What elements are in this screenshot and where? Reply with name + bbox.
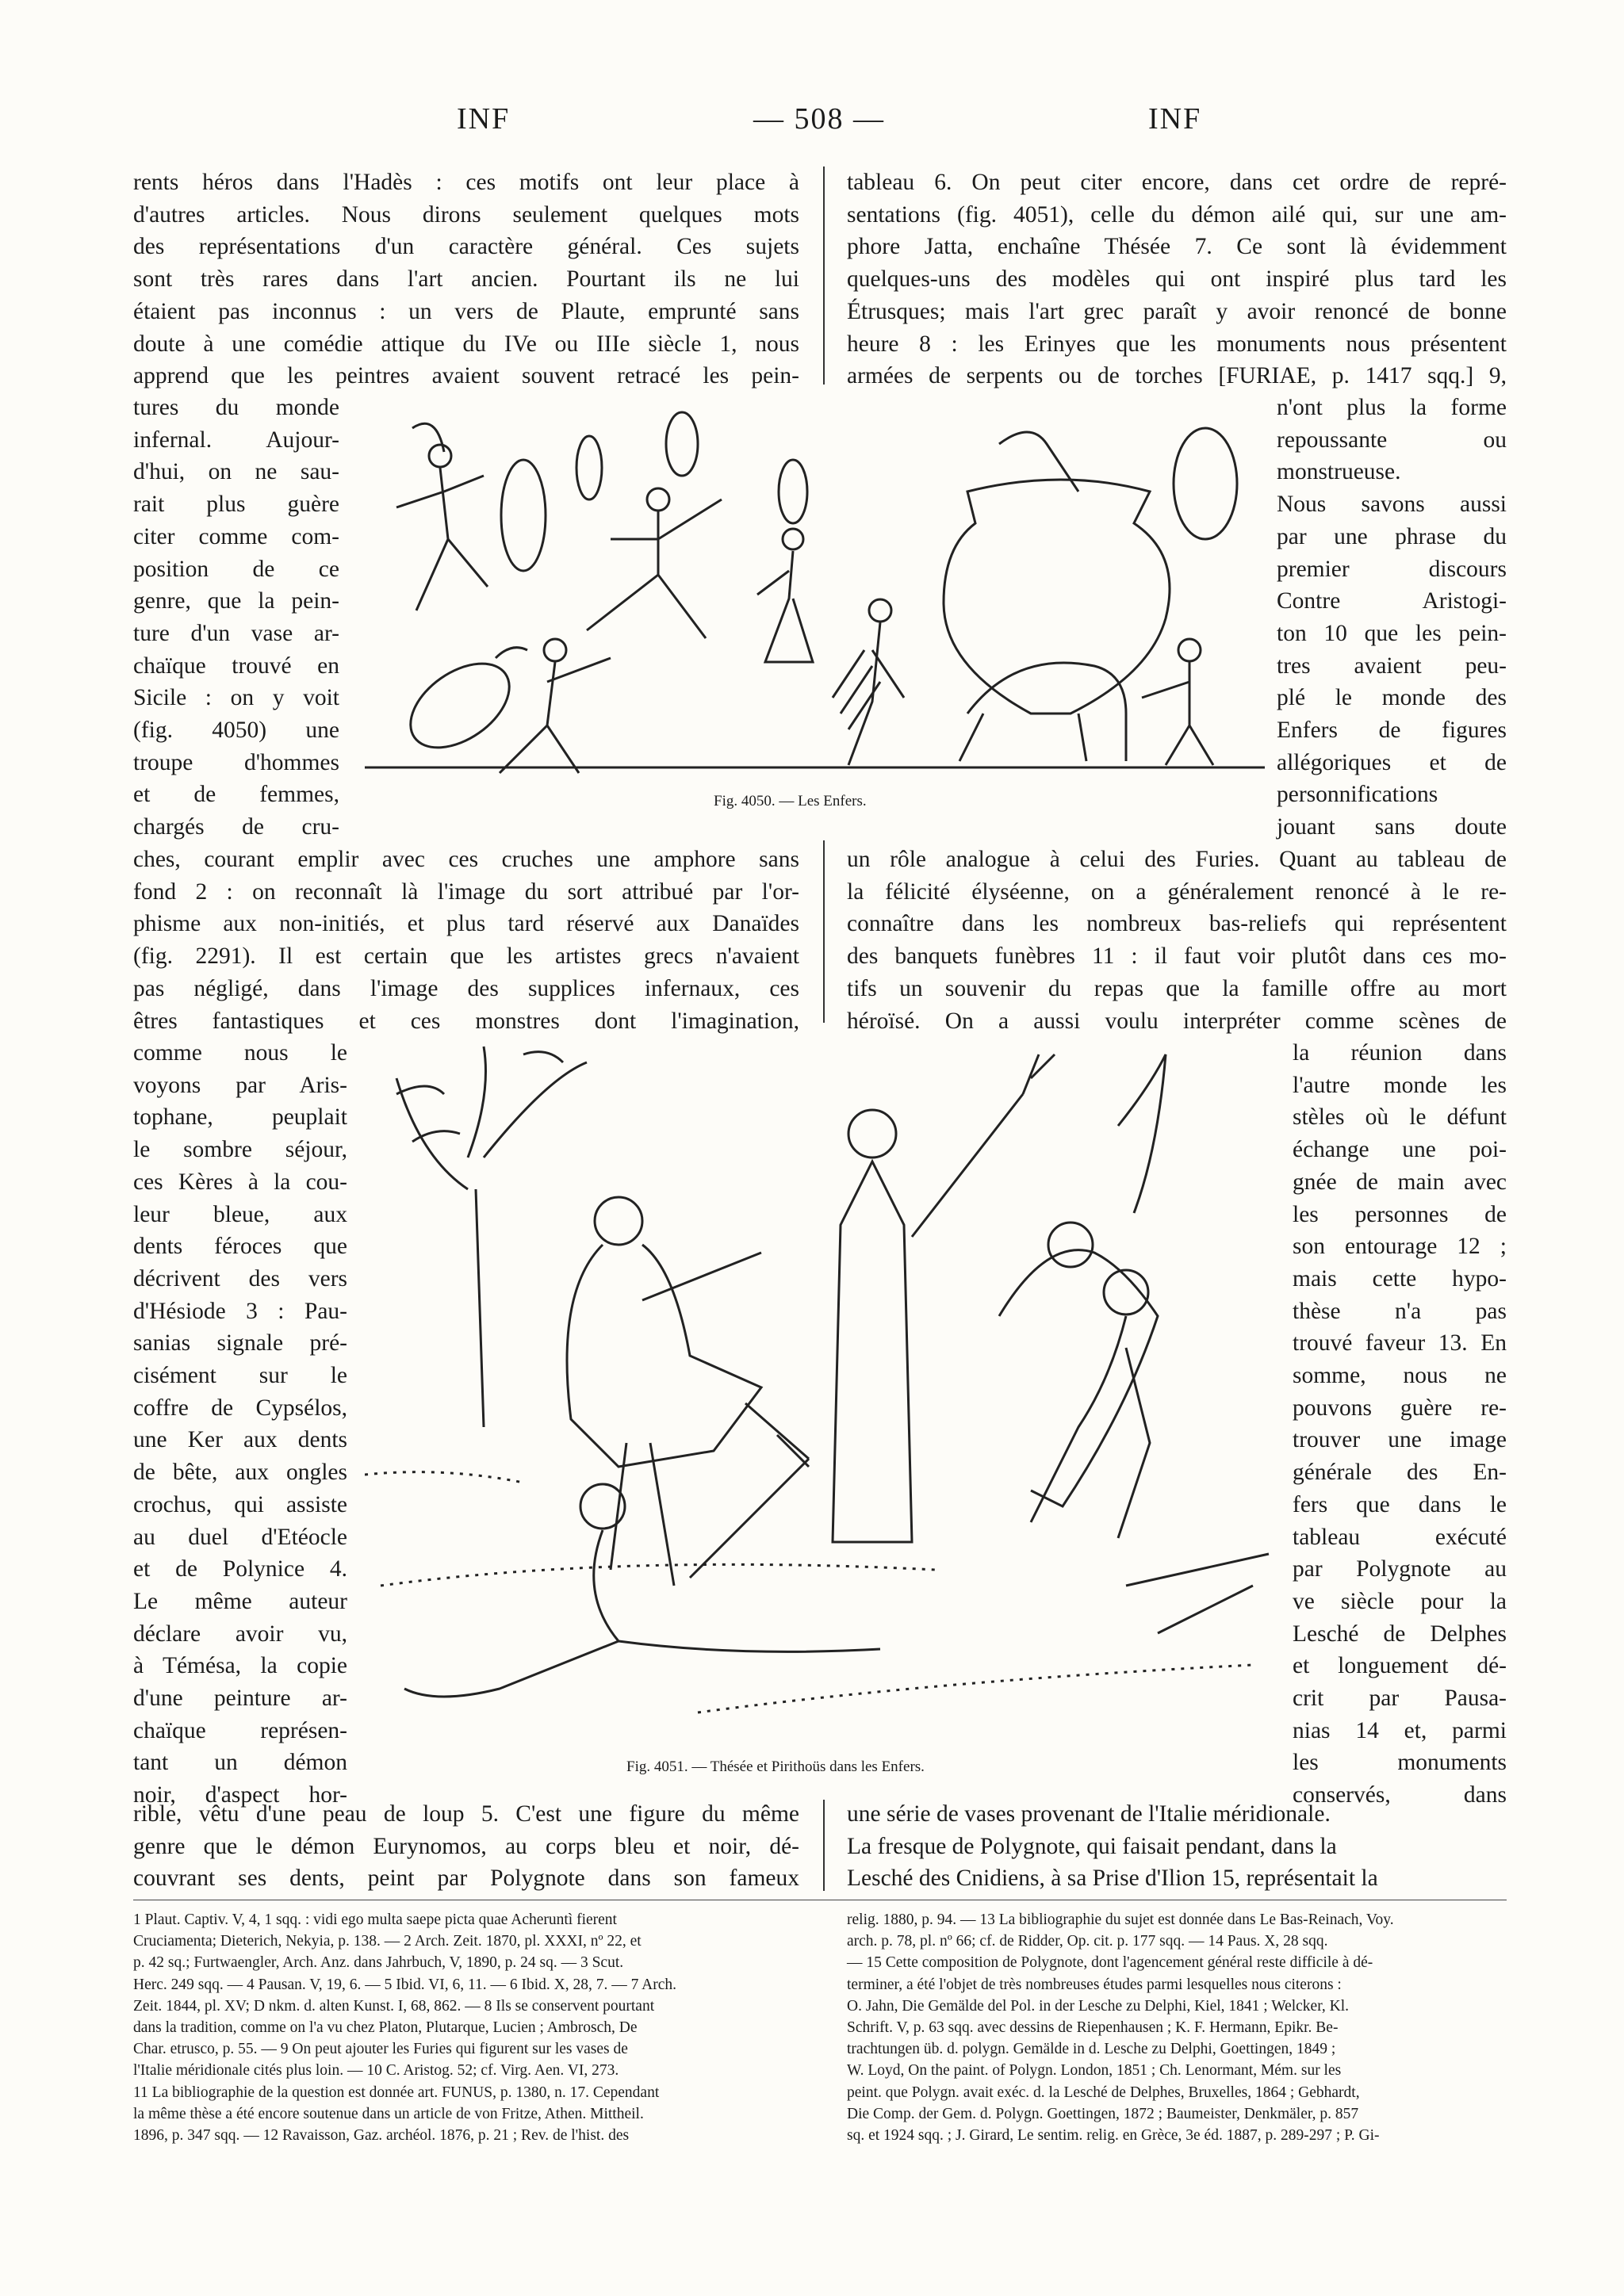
right-narrow2-line: mais cette hypo- [1293, 1265, 1507, 1292]
left-narrow2-line: crochus, qui assiste [133, 1491, 347, 1517]
footnotes-left-line: Herc. 249 sqq. — 4 Pausan. V, 19, 6. — 5 Ibid. VI, 6, 11. — 6 Ibid. X, 28, 7. — 7 Arch. [133, 1976, 676, 1993]
right-narrow1-line: jouant sans doute [1277, 814, 1507, 840]
footnotes-left-line: 1896, p. 347 sqq. — 12 Ravaisson, Gaz. archéol. 1876, p. 21 ; Rev. de l'hist. des [133, 2127, 630, 2145]
left-narrow1-line: rait plus guère [133, 492, 339, 518]
right-narrow1-line: repoussante ou [1277, 427, 1507, 453]
left-narrow2-line: coffre de Cypsélos, [133, 1395, 347, 1421]
footnotes-right-line: terminer, a été l'objet de très nombreuses études parmi lesquelles nous citerons : [847, 1976, 1342, 1993]
right-narrow1-line: allégoriques et de [1277, 749, 1507, 775]
footnotes-left-line: Zeit. 1844, pl. XV; D nkm. d. alten Kunst. I, 68, 862. — 8 Ils se conservent pourtant [133, 1997, 655, 2015]
left-top-line: des représentations d'un caractère général. Ces sujets [133, 234, 799, 260]
right-narrow1-line: n'ont plus la forme [1277, 395, 1507, 420]
right-narrow2-line: l'autre monde les [1293, 1072, 1507, 1098]
left-mid-text [133, 844, 799, 1037]
right-narrow1-line: par une phrase du [1277, 523, 1507, 549]
left-top-line: apprend que les peintres avaient souvent retracé les pein- [133, 363, 799, 389]
left-narrow2-line: tant un démon [133, 1750, 347, 1776]
left-narrow1-line: Sicile : on y voit [133, 685, 339, 711]
reclining-figure [404, 1484, 880, 1697]
footnotes-right-line: Schrift. V, p. 63 sqq. avec dessins de Riepenhausen ; K. F. Hermann, Epikr. Be- [847, 2019, 1339, 2037]
running-figure-1 [396, 423, 488, 610]
right-narrow2-line: crit par Pausa- [1293, 1686, 1507, 1712]
column-rule-bottom [823, 1800, 825, 1891]
left-top-text [133, 166, 799, 392]
dotted-ground-3 [698, 1665, 1253, 1712]
left-top-line: sont très rares dans l'art ancien. Pourtant ils ne lui [133, 266, 799, 293]
right-mid-line: des banquets funèbres 11 : il faut voir plutôt dans ces mo- [847, 943, 1507, 970]
footnotes-left-line: 11 La bibliographie de la question est donnée art. FUNUS, p. 1380, n. 17. Cependant [133, 2084, 660, 2101]
left-narrow2-line: sanias signale pré- [133, 1330, 347, 1357]
right-narrow-text-1 [1277, 392, 1507, 844]
left-bottom-text [133, 1798, 799, 1895]
right-narrow2-line: stèles où le défunt [1293, 1104, 1507, 1131]
running-head-right: INF [1148, 102, 1202, 136]
running-head-left: INF [457, 102, 511, 136]
left-narrow1-line: chaïque trouvé en [133, 652, 339, 679]
fallen-torches [690, 1403, 1269, 1633]
olive-tree [396, 1047, 587, 1427]
footnotes-right-line: peint. que Polygn. avait exéc. d. la Lesché de Delphes, Bruxelles, 1864 ; Gebhardt, [847, 2084, 1360, 2101]
left-narrow2-line: voyons par Aris- [133, 1072, 347, 1098]
left-narrow2-line: déclare avoir vu, [133, 1621, 347, 1647]
footnotes-right [847, 1909, 1507, 2146]
large-pithos [944, 432, 1170, 714]
right-narrow2-line: somme, nous ne [1293, 1363, 1507, 1389]
kneeling-pirithous [1031, 1270, 1150, 1538]
footnotes-left-line: Cruciamenta; Dieterich, Nekyia, p. 138. — 2 Arch. Zeit. 1870, pl. XXXI, nº 22, et [133, 1933, 642, 1950]
left-top-line: doute à une comédie attique du IVe ou IIIe siècle 1, nous [133, 331, 799, 357]
right-narrow2-line: trouvé faveur 13. En [1293, 1330, 1507, 1357]
amphora-lying [396, 646, 525, 764]
right-top-line: phore Jatta, enchaîne Thésée 7. Ce sont là évidemment [847, 234, 1507, 260]
right-top-line: Étrusques; mais l'art grec paraît y avoir renoncé de bonne [847, 298, 1507, 324]
left-narrow1-line: genre, que la pein- [133, 588, 339, 614]
right-top-line: quelques-uns des modèles qui ont inspiré plus tard les [847, 266, 1507, 293]
figure-4051-caption: Fig. 4051. — Thésée et Pirithoüs dans les Enfers. [626, 1758, 925, 1775]
right-narrow2-line: la réunion dans [1293, 1040, 1507, 1066]
figure-4050-caption: Fig. 4050. — Les Enfers. [714, 793, 867, 809]
amphora-upright-right [1142, 428, 1237, 765]
right-narrow2-line: gnée de main avec [1293, 1169, 1507, 1195]
left-narrow2-line: cisément sur le [133, 1363, 347, 1389]
left-narrow2-line: chaïque représen- [133, 1717, 347, 1743]
left-narrow1-line: ture d'un vase ar- [133, 620, 339, 646]
footnotes-right-line: sq. et 1924 sqq. ; J. Girard, Le sentim. relig. en Grèce, 3e éd. 1887, p. 289-297 ; P. Gi- [847, 2127, 1380, 2145]
dotted-ground-2 [381, 1564, 936, 1586]
right-bottom-text [847, 1798, 1507, 1895]
figure-4051-illustration [365, 1031, 1285, 1744]
left-mid-line: ches, courant emplir avec ces cruches une amphore sans [133, 847, 799, 872]
right-bottom-line: une série de vases provenant de l'Italie méridionale. [847, 1801, 1331, 1827]
right-mid-line: un rôle analogue à celui des Furies. Quant au tableau de [847, 847, 1507, 872]
right-bottom-line: La fresque de Polygnote, qui faisait pendant, dans la [847, 1833, 1337, 1859]
left-mid-line: pas négligé, dans l'image des supplices infernaux, ces [133, 975, 799, 1001]
right-narrow1-line: Enfers de figures [1277, 718, 1507, 744]
footnotes-right-line: — 15 Cette composition de Polygnote, dont l'agencement général reste difficile à dé- [847, 1954, 1373, 1972]
right-top-line: armées de serpents ou de torches [FURIAE, p. 1417 sqq.] 9, [847, 363, 1507, 389]
left-narrow2-line: de bête, aux ongles [133, 1460, 347, 1486]
footnotes-right-line: O. Jahn, Die Gemälde del Pol. in der Lesche zu Delphi, Kiel, 1841 ; Welcker, Kl. [847, 1997, 1350, 2015]
footnotes-right-line: W. Loyd, On the paint. of Polygn. London, 1851 ; Ch. Lenormant, Mém. sur les [847, 2062, 1342, 2080]
right-narrow1-line: Nous savons aussi [1277, 492, 1507, 518]
footnotes-left [133, 1909, 799, 2146]
right-narrow1-line: personnifications [1277, 782, 1438, 808]
footnotes-right-line: arch. p. 78, pl. nº 66; cf. de Ridder, Op. cit. p. 177 sqq. — 14 Paus. X, 28 sqq. [847, 1933, 1328, 1950]
left-narrow2-line: Le même auteur [133, 1588, 347, 1614]
woman-with-jar [500, 460, 611, 773]
left-narrow1-line: d'hui, on ne sau- [133, 459, 339, 485]
dotted-ground-1 [365, 1472, 523, 1483]
page-number: — 508 — [753, 102, 885, 136]
right-narrow1-line: premier discours [1277, 556, 1507, 582]
running-figure-2 [587, 412, 722, 638]
right-mid-line: connaître dans les nombreux bas-reliefs qui représentent [847, 911, 1507, 937]
left-narrow-text-2 [133, 1037, 347, 1812]
left-bottom-line: genre que le démon Eurynomos, au corps bleu et noir, dé- [133, 1833, 799, 1859]
left-top-line: d'autres articles. Nous dirons seulement quelques mots [133, 201, 799, 228]
left-narrow1-line: chargés de cru- [133, 814, 339, 840]
right-narrow2-line: tableau exécuté [1293, 1524, 1507, 1550]
left-narrow2-line: ces Kères à la cou- [133, 1169, 347, 1195]
right-top-text [847, 166, 1507, 392]
winged-demon [999, 1054, 1166, 1506]
right-narrow1-line: plé le monde des [1277, 685, 1507, 711]
column-rule-top [823, 166, 825, 385]
right-narrow1-line: Contre Aristogi- [1277, 588, 1507, 614]
left-narrow2-line: et de Polynice 4. [133, 1556, 347, 1582]
footnotes-left-line: 1 Plaut. Captiv. V, 4, 1 sqq. : vidi ego multa saepe picta quae Acheruntì fierent [133, 1911, 617, 1928]
right-narrow2-line: ve siècle pour la [1293, 1588, 1507, 1614]
right-mid-line: la félicité élyséenne, on a généralement renoncé à le re- [847, 878, 1507, 905]
left-narrow2-line: comme nous le [133, 1040, 347, 1066]
right-narrow2-line: nias 14 et, parmi [1293, 1717, 1507, 1743]
left-narrow2-line: au duel d'Etéocle [133, 1524, 347, 1550]
footnotes-right-line: trachtungen üb. d. polygn. Gemälde in d. Lesche zu Delphi, Goettingen, 1849 ; [847, 2041, 1336, 2058]
ox [959, 663, 1126, 761]
right-top-line: tableau 6. On peut citer encore, dans cet ordre de repré- [847, 170, 1507, 195]
right-mid-line: tifs un souvenir du repas que la famille offre au mort [847, 975, 1507, 1001]
left-bottom-line: rible, vêtu d'une peau de loup 5. C'est une figure du même [133, 1801, 799, 1827]
bending-figure [833, 599, 904, 765]
woman-with-jar-2 [757, 460, 813, 662]
left-narrow2-line: d'Hésiode 3 : Pau- [133, 1298, 347, 1324]
left-mid-line: phisme aux non-initiés, et plus tard réservé aux Danaïdes [133, 911, 799, 937]
footnotes-left-line: la même thèse a été encore soutenue dans un article de von Fritze, Athen. Mittheil. [133, 2105, 644, 2122]
column-rule-mid [823, 840, 825, 1023]
right-narrow2-line: échange une poi- [1293, 1137, 1507, 1163]
footnotes-left-line: Char. etrusco, p. 55. — 9 On peut ajouter les Furies qui figurent sur les vases de [133, 2041, 628, 2058]
footnotes-right-line: Die Comp. der Gem. d. Polygn. Goettingen, 1872 ; Baumeister, Denkmäler, p. 857 [847, 2105, 1359, 2122]
right-narrow2-line: trouver une image [1293, 1427, 1507, 1453]
left-narrow2-line: tophane, peuplait [133, 1104, 347, 1131]
right-mid-text [847, 844, 1507, 1037]
left-narrow2-line: d'une peinture ar- [133, 1686, 347, 1712]
left-bottom-line: couvrant ses dents, peint par Polygnote dans son fameux [133, 1866, 799, 1892]
right-narrow2-line: les monuments [1293, 1750, 1507, 1776]
left-narrow2-line: une Ker aux dents [133, 1427, 347, 1453]
right-narrow2-line: Lesché de Delphes [1293, 1621, 1507, 1647]
left-narrow2-line: noir, d'aspect hor- [133, 1782, 347, 1808]
left-narrow1-line: (fig. 4050) une [133, 718, 339, 744]
footnotes-left-line: p. 42 sq.; Furtwaengler, Arch. Anz. dans Jahrbuch, V, 1890, p. 24 sq. — 3 Scut. [133, 1954, 624, 1972]
right-narrow-text-2 [1293, 1037, 1507, 1812]
left-narrow-text-1 [133, 392, 339, 844]
left-narrow2-line: à Témésa, la copie [133, 1653, 347, 1679]
right-top-line: sentations (fig. 4051), celle du démon ailé qui, sur une am- [847, 201, 1507, 228]
left-narrow2-line: décrivent des vers [133, 1265, 347, 1292]
left-narrow1-line: position de ce [133, 556, 339, 582]
figure-4050-illustration [365, 396, 1269, 777]
right-top-line: heure 8 : les Erinyes que les monuments nous présentent [847, 331, 1507, 357]
right-narrow2-line: thèse n'a pas [1293, 1298, 1507, 1324]
left-narrow1-line: et de femmes, [133, 782, 339, 808]
right-narrow2-line: par Polygnote au [1293, 1556, 1507, 1582]
right-narrow2-line: et longuement dé- [1293, 1653, 1507, 1679]
left-mid-line: (fig. 2291). Il est certain que les artistes grecs n'avaient [133, 943, 799, 970]
left-narrow2-line: leur bleue, aux [133, 1201, 347, 1227]
right-narrow2-line: générale des En- [1293, 1460, 1507, 1486]
right-narrow1-line: tres avaient peu- [1277, 652, 1507, 679]
left-mid-line: êtres fantastiques et ces monstres dont l'imagination, [133, 1008, 799, 1034]
footnotes-right-line: relig. 1880, p. 94. — 13 La bibliographie du sujet est donnée dans Le Bas-Reinach, Voy. [847, 1911, 1394, 1928]
vessel-oval [576, 436, 602, 499]
left-narrow1-line: infernal. Aujour- [133, 427, 339, 453]
left-narrow2-line: dents féroces que [133, 1234, 347, 1260]
footnotes-left-line: dans la tradition, comme on l'a vu chez Platon, Plutarque, Lucien ; Ambrosch, De [133, 2019, 638, 2037]
left-top-line: étaient pas inconnus : un vers de Plaute, emprunté sans [133, 298, 799, 324]
left-mid-line: fond 2 : on reconnaît là l'image du sort attribué par l'or- [133, 878, 799, 905]
left-narrow1-line: tures du monde [133, 395, 339, 420]
right-narrow1-line: monstrueuse. [1277, 459, 1401, 485]
left-narrow1-line: citer comme com- [133, 523, 339, 549]
right-narrow2-line: les personnes de [1293, 1201, 1507, 1227]
footnotes-left-line: l'Italie méridionale cités plus loin. — 10 C. Aristog. 52; cf. Virg. Aen. VI, 273. [133, 2062, 619, 2080]
left-top-line: rents héros dans l'Hadès : ces motifs ont leur place à [133, 170, 799, 195]
left-narrow1-line: troupe d'hommes [133, 749, 339, 775]
right-mid-line: héroïsé. On a aussi voulu interpréter comme scènes de [847, 1008, 1507, 1034]
left-narrow2-line: le sombre séjour, [133, 1137, 347, 1163]
right-bottom-line: Lesché des Cnidiens, à sa Prise d'Ilion 15, représentait la [847, 1866, 1378, 1892]
right-narrow2-line: fers que dans le [1293, 1491, 1507, 1517]
standing-woman-with-torch [833, 1054, 1055, 1542]
right-narrow1-line: ton 10 que les pein- [1277, 620, 1507, 646]
right-narrow2-line: son entourage 12 ; [1293, 1234, 1507, 1260]
right-narrow2-line: pouvons guère re- [1293, 1395, 1507, 1421]
right-narrow2-line: conservés, dans [1293, 1782, 1507, 1808]
